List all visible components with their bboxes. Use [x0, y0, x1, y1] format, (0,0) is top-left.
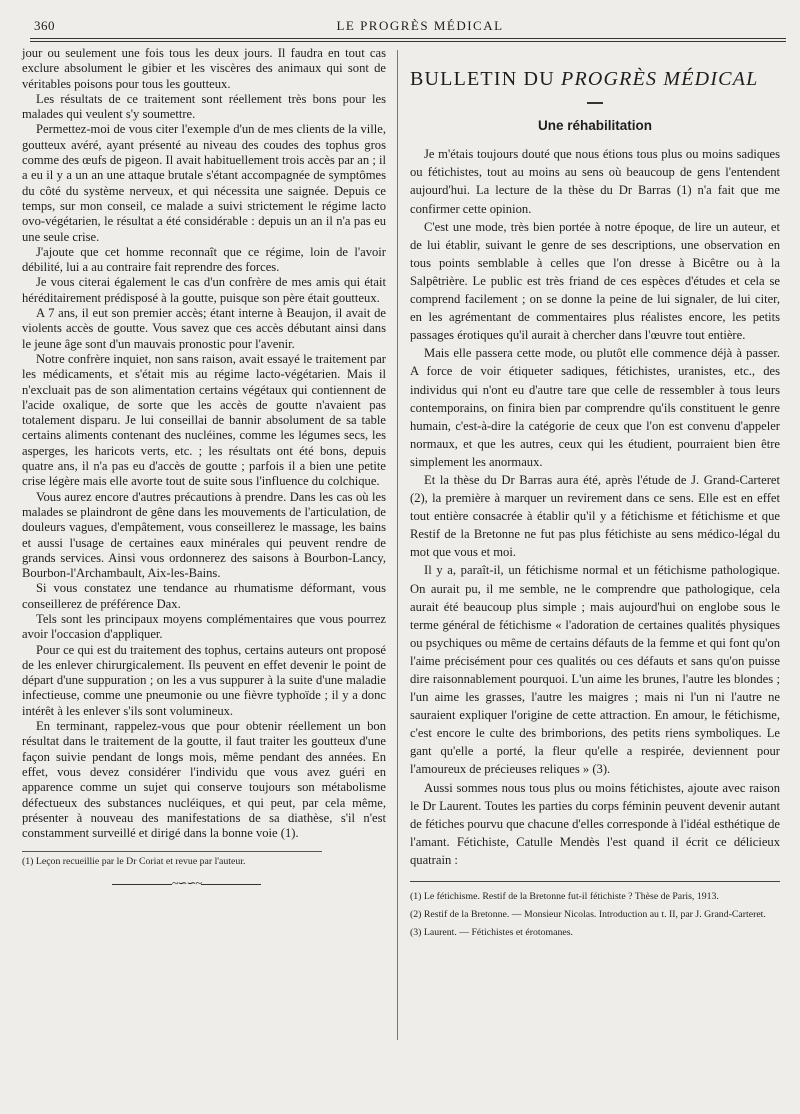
right-column	[410, 66, 780, 942]
left-paragraph: J'ajoute que cet homme reconnaît que ce régime, loin de l'avoir débilité, lui a au contraire fait reprendre des forces.	[22, 244, 386, 275]
left-paragraph: Si vous constatez une tendance au rhumatisme déformant, vous conseillerez de préférence Dax.	[22, 581, 386, 611]
header-rule-bottom	[30, 41, 786, 42]
left-paragraph: Vous aurez encore d'autres précautions à prendre. Dans les cas où les malades se plaindront de gêne dans les mouvements de l'articulation, de douleurs vagues, d'empâtement, vous conseillerez le massage, les bains et aussi l'usage de certaines eaux minérales qui peuvent rendre de grands services. Ainsi vous ordonnerez des saisons à Bourbon-Lancy, Bourbon-l'Archambault, Aix-les-Bains.	[22, 489, 386, 581]
footnote: (3) Laurent. — Fétichistes et érotomanes.	[410, 927, 573, 939]
footnote: (2) Restif de la Bretonne. — Monsieur Nicolas. Introduction au t. II, par J. Grand-Carteret.	[410, 909, 766, 921]
header-rule-top	[30, 38, 786, 39]
bulletin-title: BULLETIN DU PROGRÈS MÉDICAL	[410, 68, 759, 90]
footnote-rule	[410, 881, 780, 882]
right-paragraph: Et la thèse du Dr Barras aura été, après l'étude de J. Grand-Carteret (2), la première à marquer un revirement dans ce sens. Elle est en effet tout entière consacrée à établir qu'il y a fétichisme et fétichisme et que Restif de la Bretonne ne fut pas plus fétichiste au sens médico-légal du mot que vous et moi.	[410, 472, 780, 560]
end-ornament: ~∽∽~	[112, 876, 386, 891]
left-paragraph: En terminant, rappelez-vous que pour obtenir réellement un bon résultat dans le traitement de la goutte, il faut traiter les goutteux d'une façon suivie pendant de longs mois, même pendant des années. En effet, vous devez considérer l'individu que vous avez guéri en apparence comme un sujet qui conserve toujours son métabolisme défectueux des substances nucléiques, et qui peut, par cela même, présenter à nouveau des manifestations de sa diathèse, s'il n'est constamment surveillé et dirigé dans la bonne voie (1).	[22, 719, 386, 841]
right-paragraph: Mais elle passera cette mode, ou plutôt elle commence déjà à passer. A force de voir étiqueter sadiques, fétichistes, uranistes, etc., des individus qui n'ont eu d'autre tare que celle de ressembler à tous leurs contemporains, on finira bien par comprendre qu'ils constituent le genre humain, c'est-à-dire la catégorie de ceux que l'on est convenu d'appeler normaux, et que les autres, ceux qui les étudient, pourraient bien être simplement les anormaux.	[410, 346, 780, 469]
right-paragraph: Aussi sommes nous tous plus ou moins fétichistes, ajoute avec raison le Dr Laurent. Toutes les parties du corps féminin peuvent devenir autant de fétiches pourvu que chacune d'elles corresponde à l'idéal esthétique de l'amant. Fétichiste, Catulle Mendès l'est quand il écrit ce délicieux quatrain :	[410, 780, 780, 867]
column-separator	[397, 50, 398, 1040]
left-paragraph: Pour ce qui est du traitement des tophus, certains auteurs ont proposé de les enlever chirurgicalement. Ils peuvent en effet devenir le point de départ d'une suppuration ; on les a vus suppurer à la suite d'une maladie infectieuse, comme une pneumonie ou une fièvre typhoïde ; il y a donc intérêt à les enlever s'ils sont volumineux.	[22, 642, 386, 718]
footnote: (1) Le fétichisme. Restif de la Bretonne fut-il fétichiste ? Thèse de Paris, 1913.	[410, 891, 719, 903]
running-title: LE PROGRÈS MÉDICAL	[336, 18, 504, 33]
left-paragraph: Les résultats de ce traitement sont réellement très bons pour les malades qui veulent s'y soumettre.	[22, 91, 386, 122]
left-paragraph: jour ou seulement une fois tous les deux jours. Il faudra en tout cas exclure absolument le gibier et les viscères des animaux qui sont de véritables poisons pour tous les goutteux.	[22, 46, 386, 91]
right-paragraph: Il y a, paraît-il, un fétichisme normal et un fétichisme pathologique. On aurait pu, il me semble, ne le comprendre que pathologique, cela aurait été beaucoup plus simple ; mais aujourd'hui on englobe sous le terme général de fétichisme « l'adoration de certaines qualités physiques ou psychiques ou même de certains défauts de la femme et qui font qu'on l'aime précisément pour ces qualités ou ces défauts et sans qu'on puisse dire raisonnablement pourquoi. L'un aime les brunes, l'autre les blondes ; l'un aime les grasses, l'autre les maigres ; mais ni l'un ni l'autre ne sauraient expliquer l'origine de cette attraction. En amour, le fétichisme, c'est encore le culte des brimborions, des petits riens symboliques. Le gant qu'elle a porté, la fleur qu'elle a respirée, deviennent pour l'amoureux de précieuses reliques » (3).	[410, 563, 780, 777]
page-header	[0, 0, 800, 34]
left-paragraph: A 7 ans, il eut son premier accès; étant interne à Beaujon, il avait de violents accès de goutte. Vous savez que ces accès débutant ainsi dans le jeune âge sont d'un mauvais pronostic pour l'avenir.	[22, 306, 386, 351]
footnote-rule	[22, 851, 322, 852]
article-subtitle: Une réhabilitation	[537, 118, 652, 133]
right-paragraph: Je m'étais toujours douté que nous étions tous plus ou moins sadiques ou fétichistes, tout au moins au sens où beaucoup de gens l'entendent aujourd'hui. La lecture de la thèse du Dr Barras (1) n'a fait que me confirmer cette opinion.	[410, 147, 780, 216]
footnote: (1) Leçon recueillie par le Dr Coriat et revue par l'auteur.	[22, 856, 246, 868]
left-paragraph: Je vous citerai également le cas d'un confrère de mes amis qui était héréditairement prédisposé à la goutte, puisque son père était goutteux.	[22, 275, 386, 305]
page-number: 360	[34, 18, 55, 33]
title-dash	[587, 102, 603, 104]
left-paragraph: Permettez-moi de vous citer l'exemple d'un de mes clients de la ville, goutteux avéré, ayant présenté au niveau des coudes des tophus gros comme des œufs de pigeon. Il avait habituellement trois accès par an ; il a eu il y a un an une attaque brutale s'étant accompagnée de symptômes du côté du système nerveux, et qui nécessita une saignée. Depuis ce temps, sur mon conseil, ce malade a suivi strictement le régime lacto ovo-végétarien, le résultat a été considérable : depuis un an il n'a pas eu une seule crise.	[22, 122, 386, 244]
left-paragraph: Notre confrère inquiet, non sans raison, avait essayé le traitement par les médicaments, et s'était mis au régime lacto-végétarien. Mais il n'excluait pas de son alimentation certains végétaux qui contiennent de l'acide oxalique, de sorte que les accès de goutte n'avaient pas totalement disparu. Je lui conseillai de bannir absolument de sa table certains aliments contenant des nucléines, comme les légumes secs, les asperges, les haricots verts, etc. ; les résultats ont été bons, depuis quatre ans, il n'a pas eu d'accès de goutte ; parfois il a bien une petite crise légère mais elle avorte tout de suite sous l'influence du colchique.	[22, 351, 386, 489]
left-column	[22, 46, 386, 892]
right-paragraph: C'est une mode, très bien portée à notre époque, de lire un auteur, et de lui établir, suivant le genre de ses descriptions, une observation en tous points semblable à celles que l'on dresse à Bicêtre ou à la Salpêtrière. Le public est très friand de ces espèces d'études et cela se comprend facilement ; on se donne la peine de lui signaler, de lui citer, en les agrémentant de commentaires plus réalistes encore, les petits passages érotiques qu'il aurait à chercher dans l'œuvre tout entière.	[410, 219, 780, 343]
left-paragraph: Tels sont les principaux moyens complémentaires que vous pourrez avoir l'occasion d'appliquer.	[22, 611, 386, 642]
